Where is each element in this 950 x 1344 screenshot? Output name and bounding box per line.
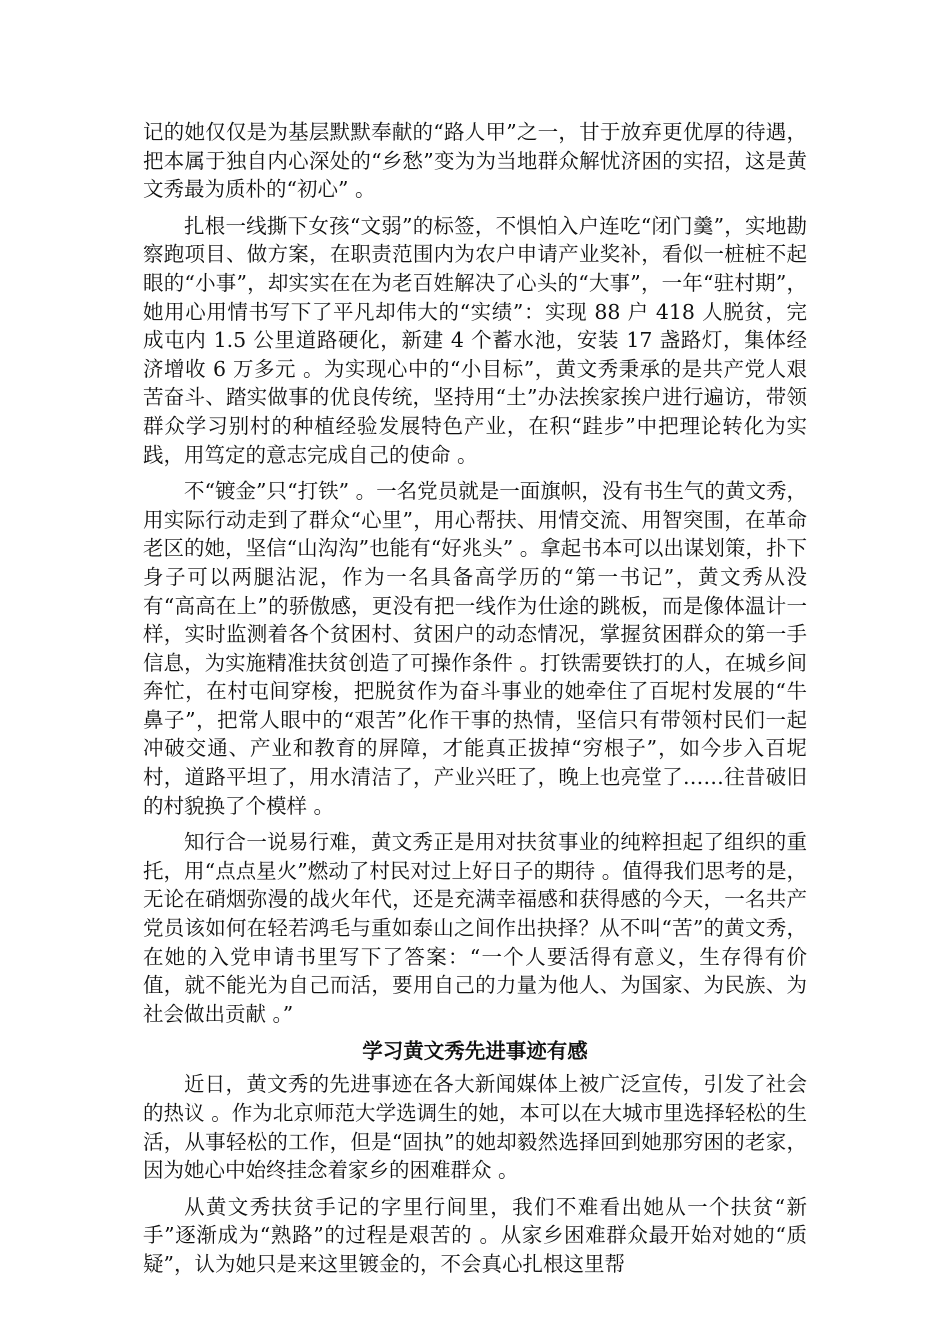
paragraph-recently: 近日，黄文秀的先进事迹在各大新闻媒体上被广泛宣传，引发了社会的热议 。作为北京师范大学选调生的她，本可以在大城市里选择轻松的生活，从事轻松的工作，但是“固执”的她却毅然选择回到她那穷困的老家，因为她心中始终挂念着家乡的困难群众 。 bbox=[143, 1072, 807, 1183]
section-heading: 学习黄文秀先进事迹有感 bbox=[362, 1039, 588, 1064]
paragraph-knowledge-action: 知行合一说易行难，黄文秀正是用对扶贫事业的纯粹担起了组织的重托，用“点点星火”燃动了村民对过上好日子的期待 。值得我们思考的是，无论在硝烟弥漫的战火年代，还是充满幸福感和获得感的今天，一名共产党员该如何在轻若鸿毛与重如泰山之间作出抉择？从不叫“苦”的黄文秀，在她的入党申请书里写下了答案：“一个人要活得有意义，生存得有价值，就不能光为自己而活，要用自己的力量为他人、为国家、为民族、为社会做出贡献 。” bbox=[143, 830, 807, 1026]
paragraph-rooted-frontline: 扎根一线撕下女孩“文弱”的标签，不惧怕入户连吃“闭门羹”，实地勘察跑项目、做方案，在职责范围内为农户申请产业奖补，看似一桩桩不起眼的“小事”，却实实在在为老百姓解决了心头的“大事”，一年“驻村期”，她用心用情书写下了平凡却伟大的“实绩”：实现 88 户 418 人脱贫，完成屯内 1.5 公里道路硬化，新建 4 个蓄水池，安装 17 盏路灯，集体经济增收 6 万多元 。为实现心中的“小目标”，黄文秀秉承的是共产党人艰苦奋斗、踏实做事的优良传统，坚持用“土”办法挨家挨户进行遍访，带领群众学习别村的种植经验发展特色产业，在积“跬步”中把理论转化为实践，用笃定的意志完成自己的使命 。 bbox=[143, 213, 807, 467]
paragraph-continuation: 记的她仅仅是为基层默默奉献的“路人甲”之一，甘于放弃更优厚的待遇，把本属于独自内心深处的“乡愁”变为为当地群众解忧济困的实招，这是黄文秀最为质朴的“初心” 。 bbox=[143, 120, 807, 202]
document-page bbox=[143, 118, 807, 1287]
paragraph-not-gilding: 不“镀金”只“打铁” 。一名党员就是一面旗帜，没有书生气的黄文秀，用实际行动走到了群众“心里”，用心帮扶、用情交流、用智突围，在革命老区的她，坚信“山沟沟”也能有“好兆头” 。拿起书本可以出谋划策，扑下身子可以两腿沾泥，作为一名具备高学历的“第一书记”，黄文秀从没有“高高在上”的骄傲感，更没有把一线作为仕途的跳板，而是像体温计一样，实时监测着各个贫困村、贫困户的动态情况，掌握贫困群众的第一手信息，为实施精准扶贫创造了可操作条件 。打铁需要铁打的人，在城乡间奔忙，在村屯间穿梭，把脱贫作为奋斗事业的她牵住了百坭村发展的“牛鼻子”，把常人眼中的“艰苦”化作干事的热情，坚信只有带领村民们一起冲破交通、产业和教育的屏障，才能真正拔掉“穷根子”，如今步入百坭村，道路平坦了，用水清洁了，产业兴旺了，晚上也亮堂了……往昔破旧的村貌换了个模样 。 bbox=[143, 479, 807, 818]
paragraph-poverty-notes: 从黄文秀扶贫手记的字里行间里，我们不难看出她从一个扶贫“新手”逐渐成为“熟路”的过程是艰苦的 。从家乡困难群众最开始对她的“质疑”，认为她只是来这里镀金的，不会真心扎根这里帮 bbox=[143, 1194, 807, 1276]
